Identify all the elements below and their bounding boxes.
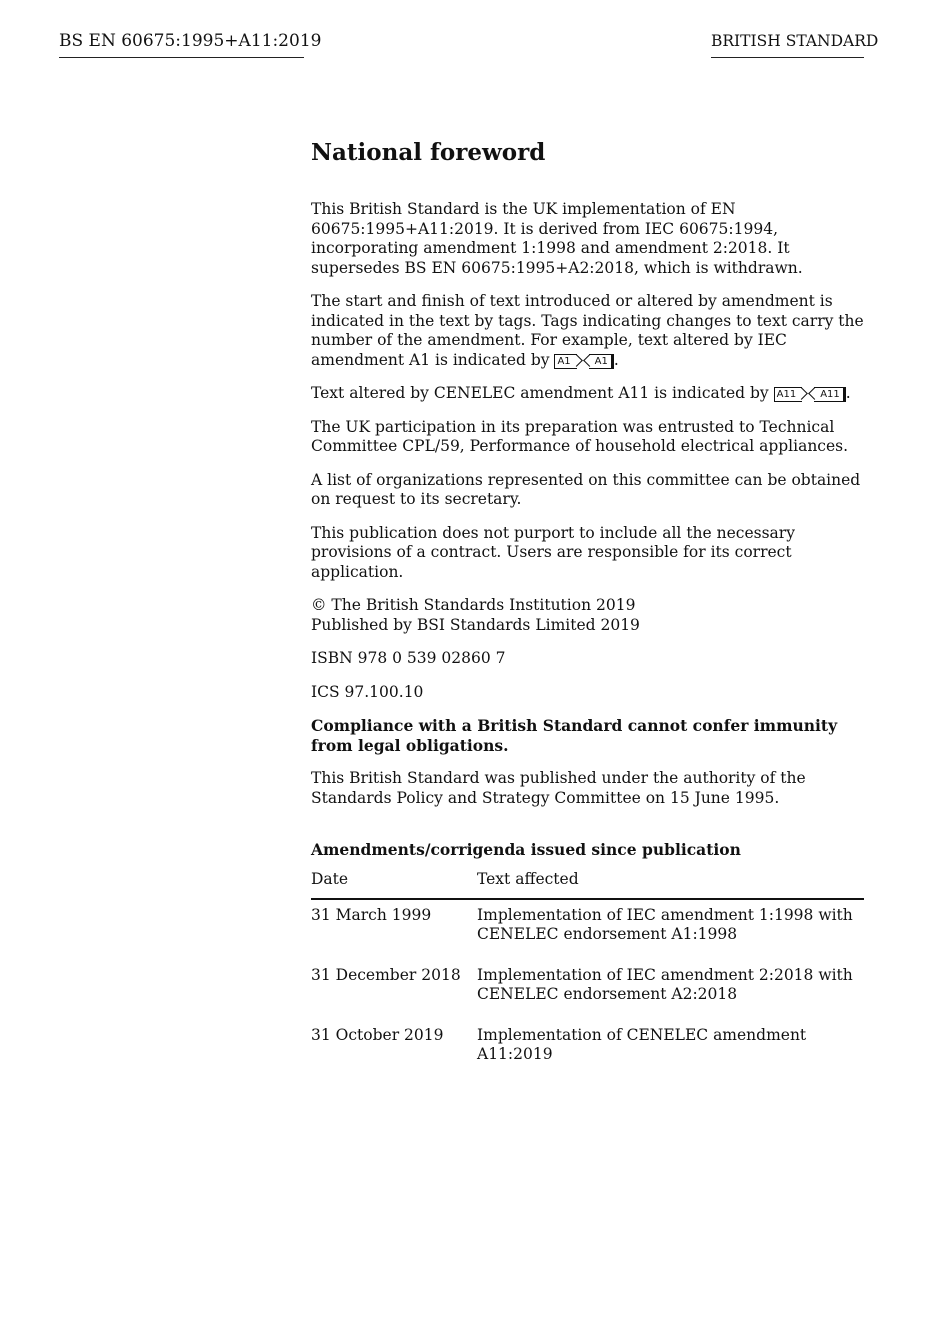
amendment-a1-start-tag: A1 <box>554 354 576 369</box>
ics: ICS 97.100.10 <box>311 682 424 701</box>
paragraph-cenelec-tags-text: Text altered by CENELEC amendment A11 is indicated by <box>311 384 769 402</box>
amendment-date: 31 October 2019 <box>311 1025 444 1044</box>
amendment-a11-end-tag: A11 <box>814 387 846 402</box>
column-header-text-affected: Text affected <box>477 868 864 899</box>
document-id: BS EN 60675:1995+A11:2019 <box>59 30 304 58</box>
period: . <box>613 350 619 369</box>
amendment-a1-end-tag: A1 <box>589 354 614 369</box>
page-title: National foreword <box>311 139 546 166</box>
paragraph-tags <box>311 292 864 370</box>
publication-authority: This British Standard was published under the authority of the Standards Policy and Strategy Committee on 15 June 1995. <box>311 769 806 807</box>
amendment-date: 31 March 1999 <box>311 905 432 924</box>
amendment-text: Implementation of IEC amendment 2:2018 with CENELEC endorsement A2:2018 <box>477 965 853 1003</box>
amendment-a11-start-tag: A11 <box>774 387 803 402</box>
isbn: ISBN 978 0 539 02860 7 <box>311 649 506 667</box>
amendments-table <box>311 868 864 1081</box>
compliance-notice: Compliance with a British Standard cannot confer immunity from legal obligations. <box>311 716 838 755</box>
table-row <box>311 899 864 961</box>
amendment-date: 31 December 2018 <box>311 965 461 984</box>
amendments-title: Amendments/corrigenda issued since publication <box>311 840 741 859</box>
copyright-line: © The British Standards Institution 2019 <box>311 596 636 614</box>
table-row <box>311 1021 864 1081</box>
table-header-row <box>311 868 864 899</box>
publisher-line: Published by BSI Standards Limited 2019 <box>311 615 640 634</box>
amendment-text: Implementation of IEC amendment 1:1998 with CENELEC endorsement A1:1998 <box>477 905 853 943</box>
paragraph-committee: The UK participation in its preparation was entrusted to Technical Committee CPL/59, Performance of household electrical appliances. <box>311 417 849 455</box>
table-row <box>311 961 864 1021</box>
paragraph-cenelec-tags <box>311 384 864 404</box>
document-type: BRITISH STANDARD <box>711 30 864 58</box>
paragraph-tags-text: The start and finish of text introduced or altered by amendment is indicated in the text by tags. Tags indicating changes to text carry the number of the amendment. For example, text altered by IEC amendment A1 is indicated by <box>311 292 864 369</box>
column-header-date: Date <box>311 868 477 899</box>
copyright-block <box>311 596 864 635</box>
paragraph-provisions: This publication does not purport to include all the necessary provisions of a contract. Users are responsible for its correct application. <box>311 523 795 581</box>
paragraph-organizations: A list of organizations represented on this committee can be obtained on request to its secretary. <box>311 470 861 508</box>
paragraph-implementation: This British Standard is the UK implementation of EN 60675:1995+A11:2019. It is derived from IEC 60675:1994, incorporating amendment 1:1998 and amendment 2:2018. It supersedes BS EN 60675:1995+A2:2018, which is withdrawn. <box>311 200 803 277</box>
foreword-section <box>311 138 864 1081</box>
period: . <box>845 384 851 402</box>
amendment-text: Implementation of CENELEC amendment A11:2019 <box>477 1025 807 1063</box>
